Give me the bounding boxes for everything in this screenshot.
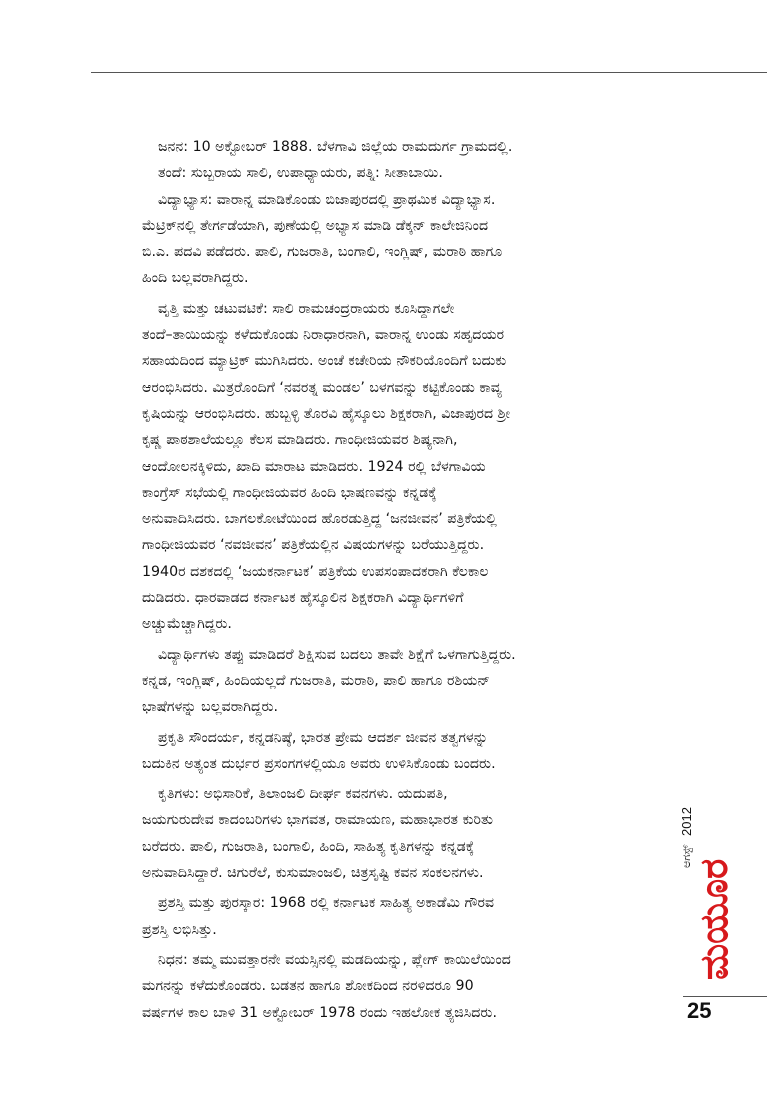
text-line: ಆಂದೋಲನಕ್ಕಿಳಿದು, ಖಾದಿ ಮಾರಾಟ ಮಾಡಿದರು. 1924 ರಲ್ಲಿ ಬೆಳಗಾವಿಯ (142, 458, 486, 475)
text-line: ಹಿಂದಿ ಬಲ್ಲವರಾಗಿದ್ದರು. (142, 270, 249, 287)
text-line: ವರ್ಷಗಳ ಕಾಲ ಬಾಳಿ 31 ಅಕ್ಟೋಬರ್ 1978 ರಂದು ಇಹಲೋಕ ತ್ಯಜಿಸಿದರು. (142, 1004, 497, 1021)
paragraph-students (142, 642, 650, 721)
text-line: ಬಿ.ಎ. ಪದವಿ ಪಡೆದರು. ಪಾಲಿ, ಗುಜರಾತಿ, ಬಂಗಾಲಿ, ಇಂಗ್ಲಿಷ್, ಮರಾಠಿ ಹಾಗೂ (142, 244, 503, 261)
magazine-logo: ಮಯೂರ (692, 858, 736, 980)
text-line: ಬರೆದರು. ಪಾಲಿ, ಗುಜರಾತಿ, ಬಂಗಾಲಿ, ಹಿಂದಿ, ಸಾಹಿತ್ಯ ಕೃತಿಗಳನ್ನು ಕನ್ನಡಕ್ಕೆ (142, 838, 475, 855)
text-line: ಕೃತಿಗಳು: ಅಭಿಸಾರಿಕೆ, ತಿಲಾಂಜಲಿ ದೀರ್ಘ ಕವನಗಳು. ಯದುಪತಿ, (158, 786, 448, 803)
text-line: ಕಾಂಗ್ರೆಸ್ ಸಭೆಯಲ್ಲಿ ಗಾಂಧೀಜಿಯವರ ಹಿಂದಿ ಭಾಷಣವನ್ನು ಕನ್ನಡಕ್ಕೆ (142, 484, 437, 501)
text-line: 1940ರ ದಶಕದಲ್ಲಿ ‘ಜಯಕರ್ನಾಟಕ’ ಪತ್ರಿಕೆಯ ಉಪಸಂಪಾದಕರಾಗಿ ಕೆಲಕಾಲ (142, 563, 489, 580)
footer-divider (683, 996, 767, 997)
text-line: ನಿಧನ: ತಮ್ಮ ಮುವತ್ತಾರನೇ ವಯಸ್ಸಿನಲ್ಲಿ ಮಡದಿಯನ್ನು, ಪ್ಲೇಗ್ ಕಾಯಿಲೆಯಿಂದ (158, 951, 511, 968)
text-line: ಪ್ರಶಸ್ತಿ ಮತ್ತು ಪುರಸ್ಕಾರ: 1968 ರಲ್ಲಿ ಕರ್ನಾಟಕ ಸಾಹಿತ್ಯ ಅಕಾಡೆಮಿ ಗೌರವ (158, 895, 495, 912)
text-line: ಕೃಷ್ಣ ಪಾಠಶಾಲೆಯಲ್ಲೂ ಕೆಲಸ ಮಾಡಿದರು. ಗಾಂಧೀಜಿಯವರ ಶಿಷ್ಯನಾಗಿ, (142, 432, 458, 449)
text-line: ದುಡಿದರು. ಧಾರವಾಡದ ಕರ್ನಾಟಕ ಹೈಸ್ಕೂಲಿನ ಶಿಕ್ಷಕರಾಗಿ ವಿದ್ಯಾರ್ಥಿಗಳಿಗೆ (142, 590, 464, 607)
paragraph-awards (142, 890, 650, 943)
text-line: ತಂದೆ: ಸುಬ್ಬರಾಯ ಸಾಲಿ, ಉಪಾಧ್ಯಾಯರು, ಪತ್ನಿ: ಸೀತಾಬಾಯಿ. (158, 165, 443, 182)
article-body (142, 134, 650, 1032)
text-line: ಕೃಷಿಯನ್ನು ಆರಂಭಿಸಿದರು. ಹುಬ್ಬಳ್ಳಿ ತೊರವಿ ಹೈಸ್ಕೂಲು ಶಿಕ್ಷಕರಾಗಿ, ವಿಜಾಪುರದ ಶ್ರೀ (142, 405, 511, 422)
text-line: ಜನನ: 10 ಅಕ್ಟೋಬರ್ 1888. ಬೆಳಗಾವಿ ಜಿಲ್ಲೆಯ ರಾಮದುರ್ಗ ಗ್ರಾಮದಲ್ಲಿ. (158, 139, 513, 155)
paragraph-parents (142, 160, 650, 186)
paragraph-works (142, 781, 650, 886)
issue-month: ಆಗಸ್ಟ್ (680, 844, 693, 868)
text-line: ತಂದೆ–ತಾಯಿಯನ್ನು ಕಳೆದುಕೊಂಡು ನಿರಾಧಾರನಾಗಿ, ವಾರಾನ್ನ ಉಂಡು ಸಹೃದಯರ (142, 327, 505, 344)
page-number: 25 (687, 998, 712, 1023)
paragraph-education (142, 187, 650, 292)
text-line: ವಿದ್ಯಾಭ್ಯಾಸ: ವಾರಾನ್ನ ಮಾಡಿಕೊಂಡು ಬಿಜಾಪುರದಲ್ಲಿ ಪ್ರಾಥಮಿಕ ವಿದ್ಯಾಭ್ಯಾಸ. (158, 191, 496, 208)
text-line: ಆರಂಭಿಸಿದರು. ಮಿತ್ರರೊಂದಿಗೆ ‘ನವರತ್ನ ಮಂಡಲ’ ಬಳಗವನ್ನು ಕಟ್ಟಿಕೊಂಡು ಕಾವ್ಯ (142, 379, 502, 396)
text-line: ಗಾಂಧೀಜಿಯವರ ‘ನವಜೀವನ’ ಪತ್ರಿಕೆಯಲ್ಲಿನ ವಿಷಯಗಳನ್ನು ಬರೆಯುತ್ತಿದ್ದರು. (142, 537, 485, 554)
paragraph-death (142, 947, 650, 1026)
paragraph-birth (142, 134, 650, 160)
text-line: ಮಗನನ್ನು ಕಳೆದುಕೊಂಡರು. ಬಡತನ ಹಾಗೂ ಶೋಕದಿಂದ ನರಳಿದರೂ 90 (142, 978, 474, 995)
text-line: ಪ್ರಶಸ್ತಿ ಲಭಿಸಿತ್ತು. (142, 921, 217, 938)
text-line: ಅನುವಾದಿಸಿದರು. ಬಾಗಲಕೋಟೆಯಿಂದ ಹೊರಡುತ್ತಿದ್ದ ‘ಜನಜೀವನ’ ಪತ್ರಿಕೆಯಲ್ಲಿ (142, 511, 497, 528)
magazine-sidebar (676, 800, 736, 980)
text-line: ಸಹಾಯದಿಂದ ಮ್ಯಾಟ್ರಿಕ್ ಮುಗಿಸಿದರು. ಅಂಚೆ ಕಚೇರಿಯ ನೌಕರಿಯೊಂದಿಗೆ ಬದುಕು (142, 353, 507, 370)
text-line: ವಿದ್ಯಾರ್ಥಿಗಳು ತಪ್ಪು ಮಾಡಿದರೆ ಶಿಕ್ಷಿಸುವ ಬದಲು ತಾವೇ ಶಿಕ್ಷೆಗೆ ಒಳಗಾಗುತ್ತಿದ್ದರು. (158, 646, 516, 663)
text-line: ಬದುಕಿನ ಅತ್ಯಂತ ದುರ್ಭರ ಪ್ರಸಂಗಗಳಲ್ಲಿಯೂ ಅವರು ಉಳಿಸಿಕೊಂಡು ಬಂದರು. (142, 755, 496, 772)
text-line: ಭಾಷೆಗಳನ್ನು ಬಲ್ಲವರಾಗಿದ್ದರು. (142, 699, 278, 716)
text-line: ಮೆಟ್ರಿಕ್‌ನಲ್ಲಿ ತೇರ್ಗಡೆಯಾಗಿ, ಪುಣೆಯಲ್ಲಿ ಅಭ್ಯಾಸ ಮಾಡಿ ಡೆಕ್ಕನ್ ಕಾಲೇಜಿನಿಂದ (142, 217, 489, 234)
text-line: ಅಚ್ಚುಮೆಚ್ಚಾಗಿದ್ದರು. (142, 616, 232, 633)
text-line: ಕನ್ನಡ, ಇಂಗ್ಲಿಷ್, ಹಿಂದಿಯಲ್ಲದೆ ಗುಜರಾತಿ, ಮರಾಠಿ, ಪಾಲಿ ಹಾಗೂ ರಶಿಯನ್ (142, 672, 490, 689)
text-line: ಜಯಗುರುದೇವ ಕಾದಂಬರಿಗಳು ಭಾಗವತ, ರಾಮಾಯಣ, ಮಹಾಭಾರತ ಕುರಿತು (142, 812, 494, 829)
paragraph-career (142, 296, 650, 638)
issue-year: 2012 (679, 807, 694, 836)
text-line: ವೃತ್ತಿ ಮತ್ತು ಚಟುವಟಿಕೆ: ಸಾಲಿ ರಾಮಚಂದ್ರರಾಯರು ಕೂಸಿದ್ದಾಗಲೇ (158, 300, 455, 317)
text-line: ಅನುವಾದಿಸಿದ್ದಾರೆ. ಚಿಗುರೆಲೆ, ಕುಸುಮಾಂಜಲಿ, ಚಿತ್ರಸೃಷ್ಟಿ ಕವನ ಸಂಕಲನಗಳು. (142, 865, 484, 882)
top-divider (91, 72, 767, 73)
paragraph-ideals (142, 725, 650, 778)
text-line: ಪ್ರಕೃತಿ ಸೌಂದರ್ಯ, ಕನ್ನಡನಿಷ್ಠೆ, ಭಾರತ ಪ್ರೇಮ ಆದರ್ಶ ಜೀವನ ತತ್ವಗಳನ್ನು (158, 729, 489, 746)
